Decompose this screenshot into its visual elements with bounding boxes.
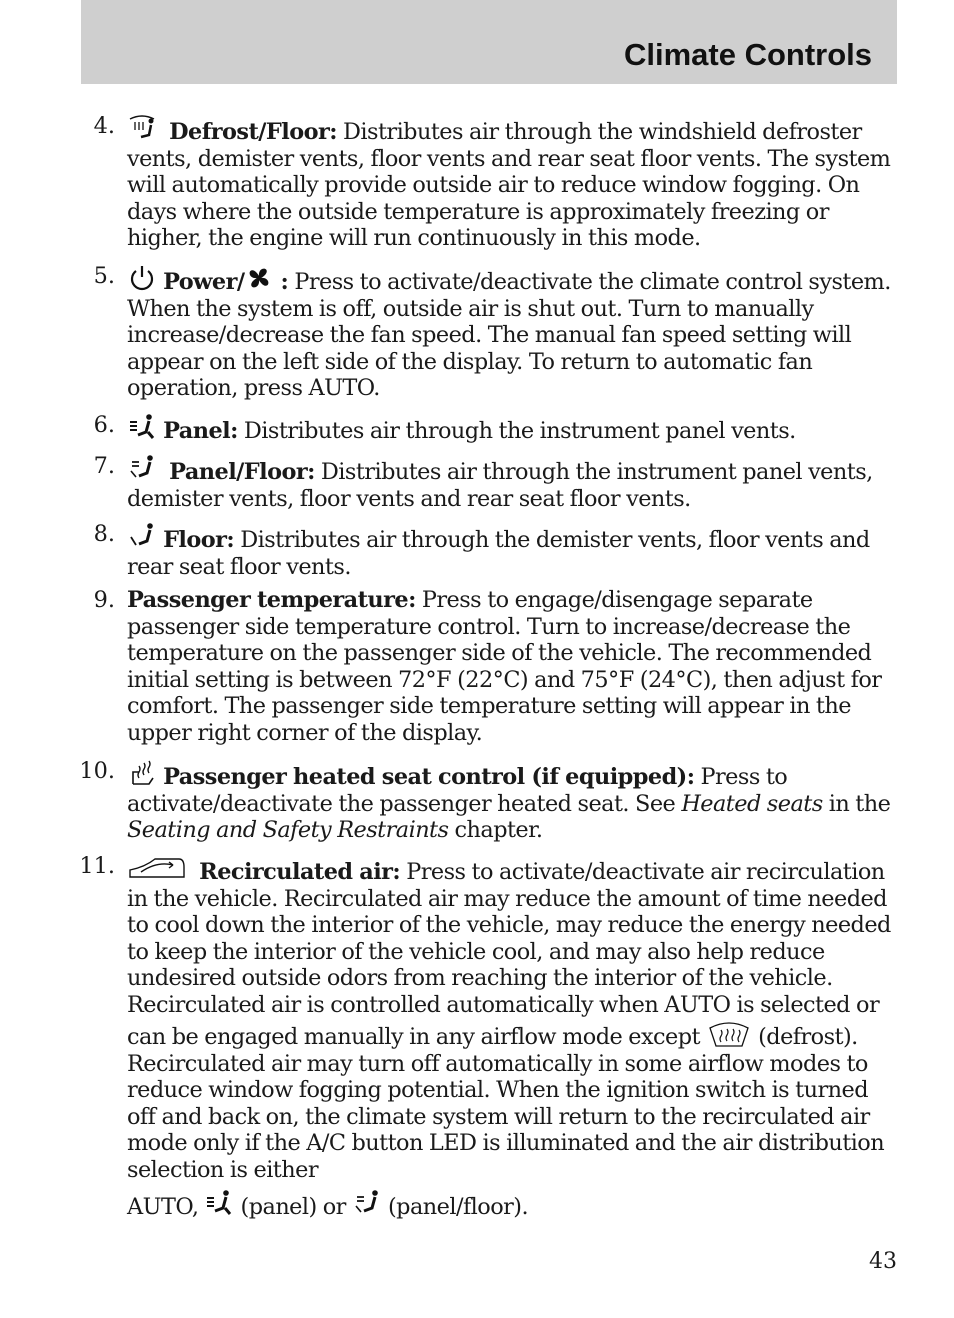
item-text: Distributes air through the instrument panel vents, demister vents, floor vents and rear seat floor vents.	[127, 459, 873, 512]
item-number: 8.	[93, 521, 115, 547]
list-item-panel-floor	[127, 453, 897, 512]
item-title: Defrost/Floor:	[169, 119, 337, 145]
item-text: Press to engage/disengage separate passenger side temperature control. Turn to increase/decrease the temperature on the passenger side of the vehicle. The recommended initial setting is between 72°F (22°C) and 75°F (24°C), then adjust for comfort. The passenger side temperature setting will appear in the upper right corner of the display.	[127, 587, 882, 746]
item-text: Distributes air through the instrument panel vents.	[243, 418, 796, 444]
item-title: Floor:	[163, 527, 235, 553]
item-text-b: (defrost). Recirculated air may turn off automatically in some airflow modes to reduce window fogging potential. When the ignition switch is turned off and back on, the climate system will return to the recirculated air mode only if the A/C button LED is illuminated and the air distribution selection is either	[127, 1024, 885, 1183]
recirculation-icon	[127, 853, 187, 883]
item-number: 5.	[93, 263, 115, 289]
item-text-c: AUTO,	[127, 1194, 199, 1220]
list-item-heated-seat	[127, 758, 897, 844]
item-text-d: (panel) or	[240, 1194, 346, 1220]
item-text-b: in the	[828, 790, 891, 817]
defrost-icon	[706, 1018, 752, 1048]
panel-icon	[127, 412, 157, 442]
list-item-recirculated-air	[127, 853, 897, 1221]
item-number: 9.	[93, 587, 115, 613]
list-item-power-fan	[127, 263, 897, 402]
item-text: Distributes air through the windshield defroster vents, demister vents, floor vents and rear seat floor vents. The system will automatically provide outside air to reduce window fogging. On days where the outside temperature is approximately freezing or higher, the engine will run continuously in this mode.	[127, 119, 891, 251]
power-icon	[127, 263, 157, 293]
fan-icon	[244, 263, 274, 293]
page-number: 43	[869, 1249, 897, 1274]
item-title: Passenger temperature:	[127, 587, 416, 613]
defrost-floor-icon	[127, 113, 157, 143]
item-title-colon: :	[280, 269, 289, 295]
item-title-power: Power/	[163, 269, 245, 295]
panel-icon	[204, 1188, 234, 1218]
page-header	[81, 0, 897, 84]
item-title: Panel/Floor:	[169, 459, 315, 485]
heated-seat-icon	[127, 758, 157, 788]
item-ref-heated-seats: Heated seats	[681, 790, 823, 817]
list-item-floor	[127, 521, 897, 580]
item-text-a: Press to activate/deactivate the passenger heated seat. See	[127, 764, 788, 817]
panel-floor-icon	[352, 1188, 382, 1218]
list-item-defrost-floor	[127, 113, 897, 252]
item-number: 6.	[93, 412, 115, 438]
item-number: 10.	[79, 758, 115, 784]
list-item-panel	[127, 412, 897, 445]
page-title: Climate Controls	[623, 37, 872, 72]
item-text-a: Press to activate/deactivate air recirculation in the vehicle. Recirculated air may reduce the amount of time needed to cool down the interior of the vehicle, may reduce the energy needed to keep the interior of the vehicle cool, and may also help reduce undesired outside odors from reaching the interior of the vehicle. Recirculated air is controlled automatically when AUTO is selected or can be engaged manually in any airflow mode except	[127, 859, 891, 1050]
item-number: 4.	[93, 113, 115, 139]
item-title: Recirculated air:	[199, 859, 401, 885]
item-number: 11.	[79, 853, 115, 879]
item-number: 7.	[93, 453, 115, 479]
item-title: Passenger heated seat control (if equipped):	[163, 764, 695, 790]
item-text: Distributes air through the demister vents, floor vents and rear seat floor vents.	[127, 527, 870, 580]
item-text: Press to activate/deactivate the climate control system. When the system is off, outside air is shut out. Turn to manually increase/decrease the fan speed. The manual fan speed setting will appear on the left side of the display. To return to automatic fan operation, press AUTO.	[127, 269, 891, 401]
list-item-passenger-temperature	[127, 587, 897, 746]
item-ref-chapter: Seating and Safety Restraints	[127, 817, 449, 843]
item-text-c: chapter.	[454, 817, 543, 843]
panel-floor-icon	[127, 453, 157, 483]
floor-icon	[127, 521, 157, 551]
item-text-e: (panel/floor).	[388, 1194, 529, 1220]
item-title: Panel:	[163, 418, 238, 444]
